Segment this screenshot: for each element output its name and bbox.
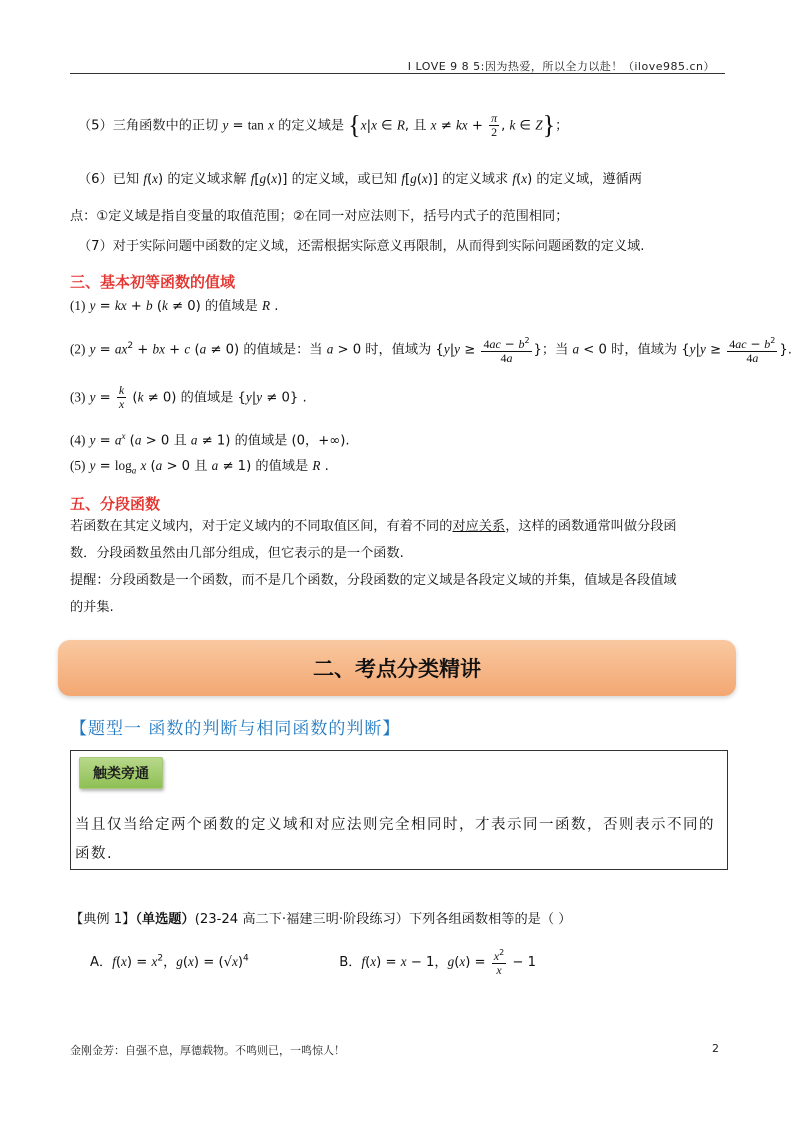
range-item-2: (2) $y = ax^2$ + bx + c (a ≠ 0) 的值域是：当 a > 0 时，值域为 {y|y ≥ $\frac{4ac - b^2}{4a}$ }；当 a < 0 时，值域为 {y|y ≥ $\frac{4ac - b^2}{4a}$ }.: [70, 336, 792, 365]
footer-motto: 金刚金芳：自强不息，厚德载物。不鸣则已，一鸣惊人！: [70, 1044, 345, 1057]
piecewise-para1-line2: 数．分段函数虽然由几部分组成，但它表示的是一个函数.: [70, 546, 404, 561]
domain-item-6-line2: 点：①定义域是指自变量的取值范围；②在同一对应法则下，括号内式子的范围相同；: [70, 209, 569, 224]
range-item-3: (3) y = $\frac{k}{x}$ (k ≠ 0) 的值域是 {y|y ≠ 0} .: [70, 383, 307, 411]
range-item-4: (4) $y = a^x$ (a > 0 且 a ≠ 1) 的值域是 (0，+∞).: [70, 431, 350, 449]
section3-title: 三、基本初等函数的值域: [70, 273, 236, 291]
example-1-heading: 【典例 1】（单选题）(23-24 高二下·福建三明·阶段练习）下列各组函数相等的是（ ）: [70, 912, 572, 927]
option-b[interactable]: B．f(x) = x − 1，g(x) = $\frac{x^2}{x}$ − 1: [339, 948, 537, 977]
type1-title: 【题型一 函数的判断与相同函数的判断】: [70, 719, 401, 739]
option-a[interactable]: A．$f(x) = x^2$，$g(x) = (√x)^4$: [90, 953, 249, 970]
range-item-5: (5) $y = \log_a x$ (a > 0 且 a ≠ 1) 的值域是 R .: [70, 458, 329, 476]
piecewise-para2-line1: 提醒：分段函数是一个函数，而不是几个函数，分段函数的定义域是各段定义域的并集，值域是各段值域: [70, 573, 677, 588]
tip-tag: 触类旁通: [79, 757, 163, 789]
section-banner: [58, 640, 736, 696]
page-number: 2: [712, 1042, 719, 1055]
piecewise-para2-line2: 的并集.: [70, 600, 114, 615]
tip-text: 当且仅当给定两个函数的定义域和对应法则完全相同时，才表示同一函数，否则表示不同的函数.: [75, 817, 715, 862]
section5-title: 五、分段函数: [70, 495, 161, 513]
domain-item-5: （5）三角函数中的正切 y = tan x 的定义域是 {x|x ∈ R, 且 x ≠ kx + $\frac{\pi}{2}$ , k ∈ Z}；: [78, 110, 569, 140]
example-1-options: [90, 946, 750, 977]
tip-box: [70, 750, 728, 870]
range-item-1: (1) y = kx + b (k ≠ 0) 的值域是 R .: [70, 298, 279, 314]
domain-item-7: （7）对于实际问题中函数的定义域，还需根据实际意义再限制，从而得到实际问题函数的定义域.: [78, 239, 645, 254]
correspondence-underlined: 对应关系: [452, 519, 506, 534]
header-rule: [70, 73, 725, 74]
domain-item-6-line1: （6）已知 f(x) 的定义域求解 f[g(x)] 的定义域，或已知 f[g(x)] 的定义域求 f(x) 的定义域，遵循两: [78, 171, 642, 187]
header-text: I LOVE 9 8 5:因为热爱，所以全力以赴！（ilove985.cn）: [407, 60, 715, 73]
banner-title: 二、考点分类精讲: [313, 657, 481, 681]
piecewise-para1-line1: 若函数在其定义域内，对于定义域内的不同取值区间，有着不同的对应关系，这样的函数通常叫做分段函: [70, 519, 677, 534]
